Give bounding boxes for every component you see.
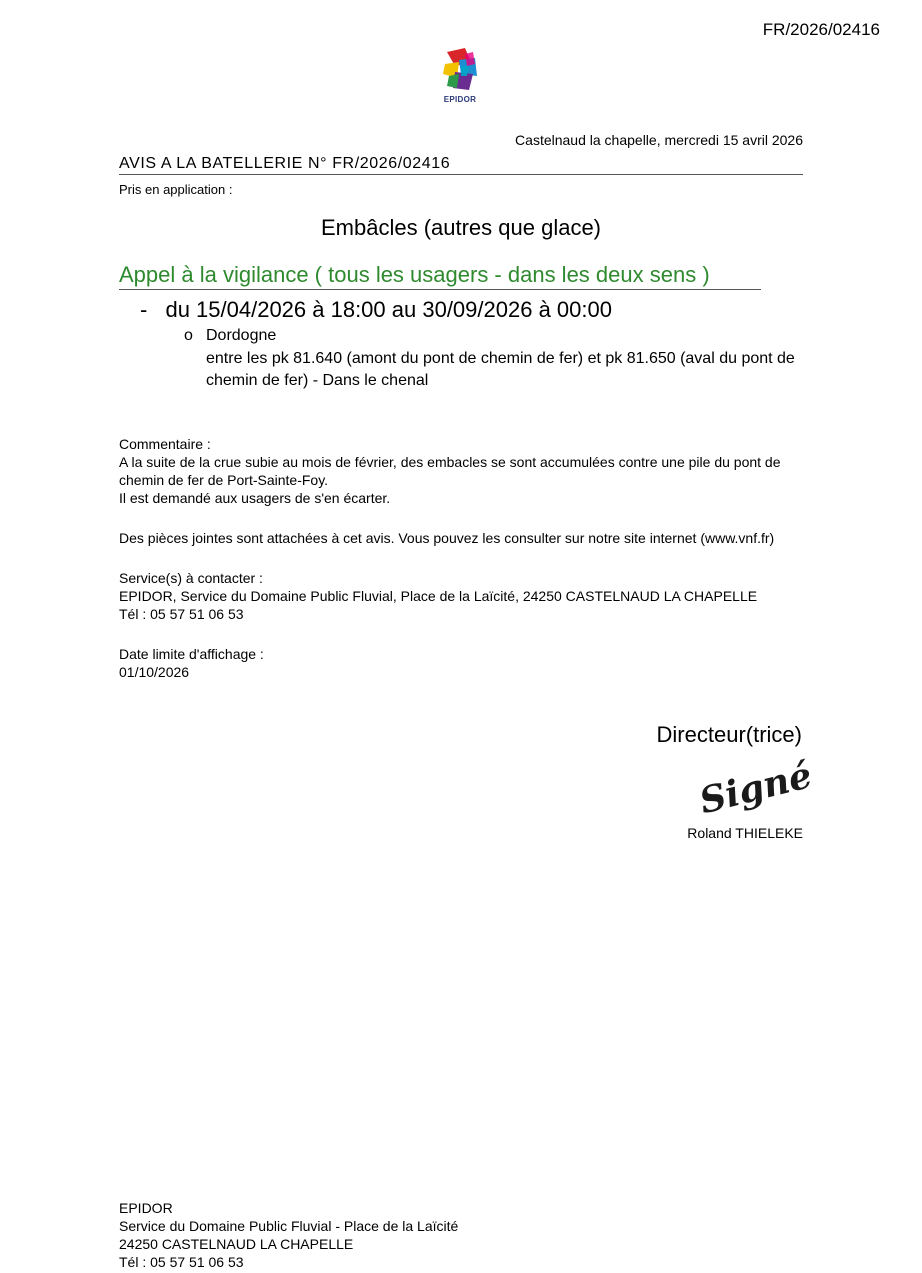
notice-subject: Embâcles (autres que glace) bbox=[320, 215, 602, 240]
footer-org: EPIDOR bbox=[119, 1200, 173, 1216]
river-name: Dordogne bbox=[206, 327, 277, 344]
location-bullet: o bbox=[184, 327, 193, 344]
logo-text: EPIDOR bbox=[443, 95, 477, 104]
footer-service: Service du Domaine Public Fluvial - Place de la Laïcité bbox=[119, 1218, 459, 1234]
display-limit-label: Date limite d'affichage : bbox=[119, 646, 264, 662]
epidor-logo bbox=[435, 44, 485, 110]
attachments-note: Des pièces jointes sont attachées à cet avis. Vous pouvez les consulter sur notre site internet (www.vnf.fr) bbox=[119, 530, 775, 546]
pk-range: entre les pk 81.640 (amont du pont de chemin de fer) et pk 81.650 (aval du pont de chemin de fer) - Dans le chenal bbox=[206, 350, 795, 389]
footer-city: 24250 CASTELNAUD LA CHAPELLE bbox=[119, 1236, 354, 1252]
contact-label: Service(s) à contacter : bbox=[119, 570, 263, 586]
footer-phone: Tél : 05 57 51 06 53 bbox=[119, 1254, 244, 1270]
period-dash: - bbox=[140, 297, 148, 322]
contact-phone: Tél : 05 57 51 06 53 bbox=[119, 606, 244, 622]
epidor-logo-icon bbox=[435, 44, 485, 94]
period-dates: du 15/04/2026 à 18:00 au 30/09/2026 à 00:00 bbox=[165, 297, 612, 322]
signature-stamp bbox=[692, 754, 817, 823]
place-date: Castelnaud la chapelle, mercredi 15 avril 2026 bbox=[515, 132, 803, 148]
comment-text bbox=[119, 453, 805, 507]
director-role: Directeur(trice) bbox=[656, 722, 802, 747]
notice-reference: FR/2026/02416 bbox=[762, 20, 880, 39]
vigilance-heading: Appel à la vigilance ( tous les usagers - dans les deux sens ) bbox=[119, 262, 761, 290]
period-line bbox=[140, 297, 612, 323]
applied-label: Pris en application : bbox=[119, 182, 233, 197]
signature-stamp-text: Signé bbox=[695, 754, 817, 823]
notice-title: AVIS A LA BATELLERIE N° FR/2026/02416 bbox=[119, 155, 803, 175]
comment-label: Commentaire : bbox=[119, 436, 211, 452]
signer-name: Roland THIELEKE bbox=[687, 825, 803, 841]
display-limit-date: 01/10/2026 bbox=[119, 664, 190, 680]
contact-service: EPIDOR, Service du Domaine Public Fluvial, Place de la Laïcité, 24250 CASTELNAUD LA CHAPELLE bbox=[119, 588, 758, 604]
comment-body: A la suite de la crue subie au mois de février, des embacles se sont accumulées contre une pile du pont de chemin de fer de Port-Sainte-Foy. bbox=[119, 454, 781, 488]
comment-instruction: Il est demandé aux usagers de s'en écarter. bbox=[119, 490, 391, 506]
